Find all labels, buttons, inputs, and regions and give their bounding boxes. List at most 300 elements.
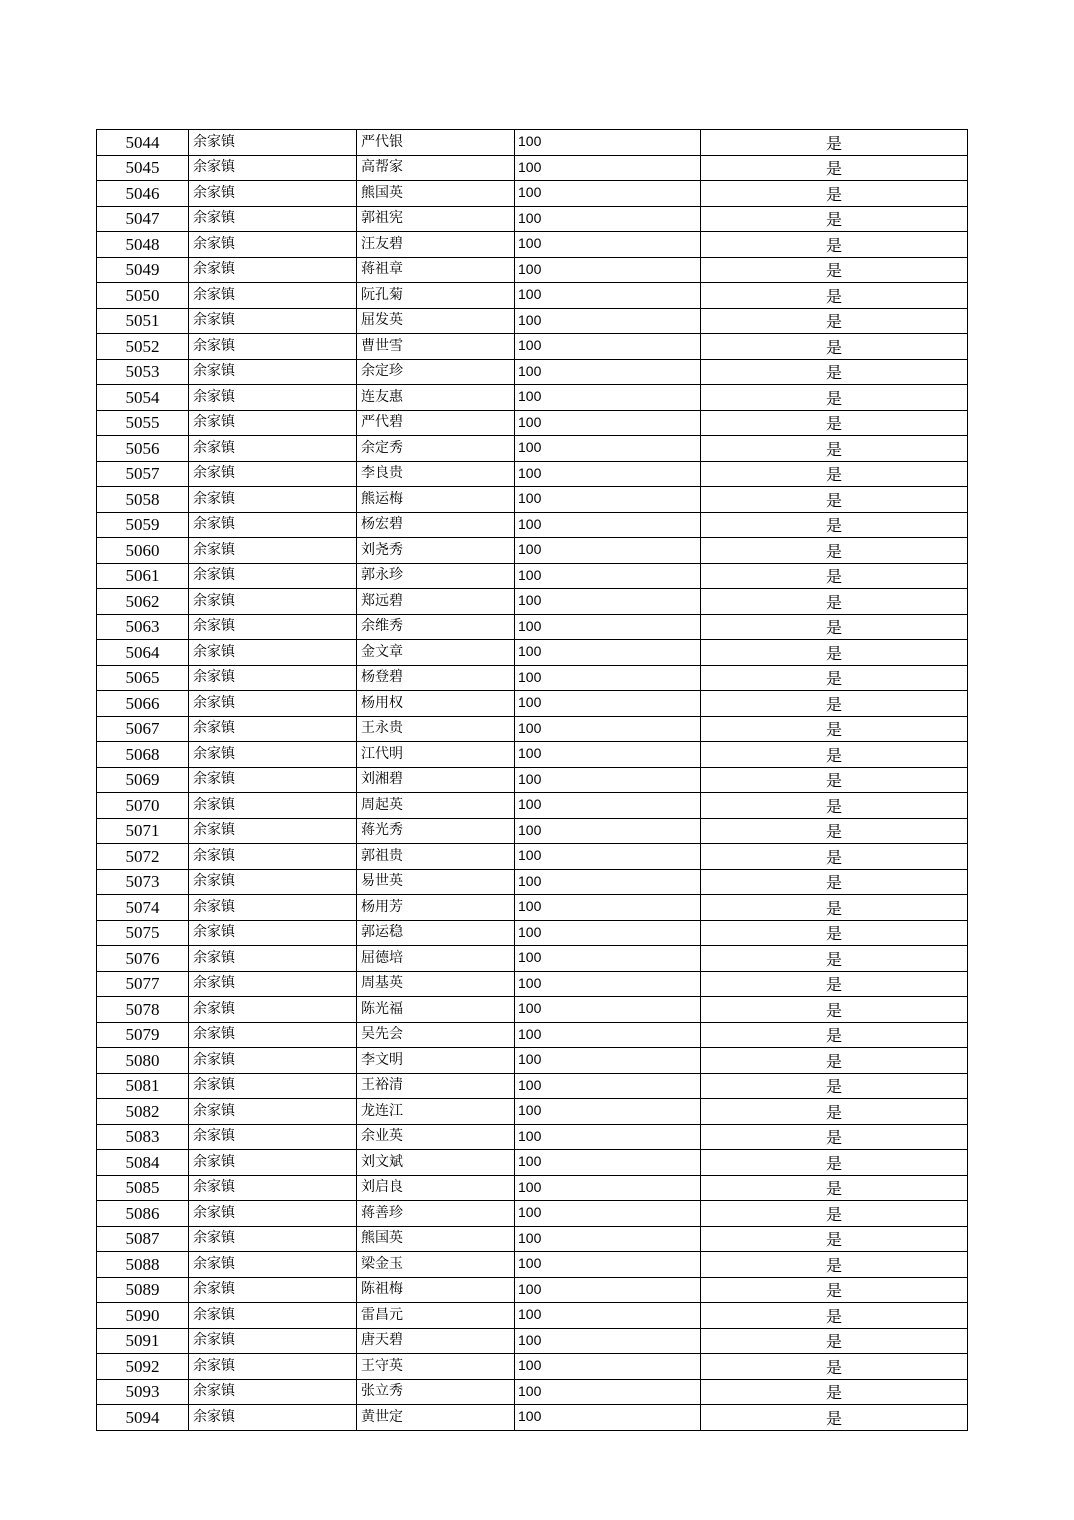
flag-cell: 是 (701, 1354, 968, 1380)
amount-cell: 100 (515, 487, 701, 513)
row-number: 5089 (97, 1277, 189, 1303)
name-cell: 王永贵 (357, 716, 515, 742)
table-row (97, 487, 968, 513)
flag-cell: 是 (701, 1328, 968, 1354)
name-cell: 周起英 (357, 793, 515, 819)
name-cell: 杨登碧 (357, 665, 515, 691)
town-cell: 余家镇 (189, 997, 357, 1023)
name-cell: 杨用权 (357, 691, 515, 717)
row-number: 5056 (97, 436, 189, 462)
flag-cell: 是 (701, 895, 968, 921)
amount-cell: 100 (515, 1277, 701, 1303)
amount-cell: 100 (515, 257, 701, 283)
town-cell: 余家镇 (189, 1022, 357, 1048)
row-number: 5044 (97, 130, 189, 156)
amount-cell: 100 (515, 206, 701, 232)
flag-cell: 是 (701, 512, 968, 538)
flag-cell: 是 (701, 691, 968, 717)
row-number: 5092 (97, 1354, 189, 1380)
town-cell: 余家镇 (189, 691, 357, 717)
town-cell: 余家镇 (189, 793, 357, 819)
table-row (97, 410, 968, 436)
name-cell: 杨宏碧 (357, 512, 515, 538)
row-number: 5060 (97, 538, 189, 564)
amount-cell: 100 (515, 410, 701, 436)
row-number: 5077 (97, 971, 189, 997)
amount-cell: 100 (515, 767, 701, 793)
table-row (97, 385, 968, 411)
name-cell: 汪友碧 (357, 232, 515, 258)
flag-cell: 是 (701, 232, 968, 258)
flag-cell: 是 (701, 1099, 968, 1125)
amount-cell: 100 (515, 818, 701, 844)
table-row (97, 206, 968, 232)
town-cell: 余家镇 (189, 971, 357, 997)
amount-cell: 100 (515, 589, 701, 615)
name-cell: 江代明 (357, 742, 515, 768)
table-row (97, 869, 968, 895)
name-cell: 严代碧 (357, 410, 515, 436)
flag-cell: 是 (701, 410, 968, 436)
town-cell: 余家镇 (189, 946, 357, 972)
table-row (97, 308, 968, 334)
amount-cell: 100 (515, 283, 701, 309)
table-body (97, 130, 968, 1431)
row-number: 5090 (97, 1303, 189, 1329)
town-cell: 余家镇 (189, 920, 357, 946)
town-cell: 余家镇 (189, 359, 357, 385)
flag-cell: 是 (701, 1405, 968, 1431)
amount-cell: 100 (515, 971, 701, 997)
table-row (97, 1303, 968, 1329)
amount-cell: 100 (515, 614, 701, 640)
amount-cell: 100 (515, 359, 701, 385)
town-cell: 余家镇 (189, 257, 357, 283)
amount-cell: 100 (515, 1048, 701, 1074)
amount-cell: 100 (515, 716, 701, 742)
amount-cell: 100 (515, 1405, 701, 1431)
amount-cell: 100 (515, 385, 701, 411)
row-number: 5064 (97, 640, 189, 666)
amount-cell: 100 (515, 1022, 701, 1048)
town-cell: 余家镇 (189, 665, 357, 691)
table-row (97, 232, 968, 258)
amount-cell: 100 (515, 895, 701, 921)
amount-cell: 100 (515, 665, 701, 691)
table-row (97, 997, 968, 1023)
amount-cell: 100 (515, 308, 701, 334)
table-row (97, 1277, 968, 1303)
amount-cell: 100 (515, 1124, 701, 1150)
data-table (96, 129, 968, 1431)
town-cell: 余家镇 (189, 589, 357, 615)
name-cell: 余定秀 (357, 436, 515, 462)
row-number: 5068 (97, 742, 189, 768)
town-cell: 余家镇 (189, 1226, 357, 1252)
row-number: 5045 (97, 155, 189, 181)
row-number: 5057 (97, 461, 189, 487)
town-cell: 余家镇 (189, 283, 357, 309)
name-cell: 蒋善珍 (357, 1201, 515, 1227)
name-cell: 李文明 (357, 1048, 515, 1074)
amount-cell: 100 (515, 869, 701, 895)
table-row (97, 1150, 968, 1176)
table-row (97, 334, 968, 360)
row-number: 5048 (97, 232, 189, 258)
table-row (97, 1124, 968, 1150)
table-row (97, 1354, 968, 1380)
name-cell: 屈发英 (357, 308, 515, 334)
table-row (97, 665, 968, 691)
town-cell: 余家镇 (189, 1099, 357, 1125)
table-row (97, 130, 968, 156)
table-row (97, 716, 968, 742)
row-number: 5071 (97, 818, 189, 844)
town-cell: 余家镇 (189, 1252, 357, 1278)
amount-cell: 100 (515, 512, 701, 538)
table-row (97, 155, 968, 181)
row-number: 5065 (97, 665, 189, 691)
flag-cell: 是 (701, 1048, 968, 1074)
table-row (97, 767, 968, 793)
name-cell: 阮孔菊 (357, 283, 515, 309)
flag-cell: 是 (701, 257, 968, 283)
row-number: 5073 (97, 869, 189, 895)
name-cell: 龙连江 (357, 1099, 515, 1125)
row-number: 5067 (97, 716, 189, 742)
flag-cell: 是 (701, 589, 968, 615)
row-number: 5063 (97, 614, 189, 640)
flag-cell: 是 (701, 461, 968, 487)
town-cell: 余家镇 (189, 1277, 357, 1303)
flag-cell: 是 (701, 946, 968, 972)
name-cell: 高帮家 (357, 155, 515, 181)
amount-cell: 100 (515, 793, 701, 819)
flag-cell: 是 (701, 1226, 968, 1252)
amount-cell: 100 (515, 1150, 701, 1176)
name-cell: 熊国英 (357, 1226, 515, 1252)
amount-cell: 100 (515, 181, 701, 207)
name-cell: 余业英 (357, 1124, 515, 1150)
row-number: 5061 (97, 563, 189, 589)
row-number: 5075 (97, 920, 189, 946)
town-cell: 余家镇 (189, 1124, 357, 1150)
row-number: 5094 (97, 1405, 189, 1431)
table-row (97, 436, 968, 462)
name-cell: 梁金玉 (357, 1252, 515, 1278)
flag-cell: 是 (701, 971, 968, 997)
row-number: 5083 (97, 1124, 189, 1150)
town-cell: 余家镇 (189, 818, 357, 844)
table-row (97, 589, 968, 615)
name-cell: 刘文斌 (357, 1150, 515, 1176)
row-number: 5070 (97, 793, 189, 819)
town-cell: 余家镇 (189, 1303, 357, 1329)
amount-cell: 100 (515, 1073, 701, 1099)
flag-cell: 是 (701, 793, 968, 819)
row-number: 5088 (97, 1252, 189, 1278)
name-cell: 郭永珍 (357, 563, 515, 589)
flag-cell: 是 (701, 181, 968, 207)
town-cell: 余家镇 (189, 308, 357, 334)
flag-cell: 是 (701, 1303, 968, 1329)
name-cell: 雷昌元 (357, 1303, 515, 1329)
table-row (97, 1022, 968, 1048)
town-cell: 余家镇 (189, 563, 357, 589)
name-cell: 熊国英 (357, 181, 515, 207)
table-row (97, 1405, 968, 1431)
table-row (97, 971, 968, 997)
row-number: 5059 (97, 512, 189, 538)
flag-cell: 是 (701, 997, 968, 1023)
row-number: 5046 (97, 181, 189, 207)
row-number: 5079 (97, 1022, 189, 1048)
flag-cell: 是 (701, 1022, 968, 1048)
row-number: 5054 (97, 385, 189, 411)
table-row (97, 640, 968, 666)
name-cell: 李良贵 (357, 461, 515, 487)
amount-cell: 100 (515, 232, 701, 258)
table-row (97, 461, 968, 487)
name-cell: 王守英 (357, 1354, 515, 1380)
name-cell: 吴先会 (357, 1022, 515, 1048)
row-number: 5087 (97, 1226, 189, 1252)
table-row (97, 818, 968, 844)
flag-cell: 是 (701, 614, 968, 640)
amount-cell: 100 (515, 946, 701, 972)
town-cell: 余家镇 (189, 1354, 357, 1380)
name-cell: 郭祖宪 (357, 206, 515, 232)
town-cell: 余家镇 (189, 206, 357, 232)
amount-cell: 100 (515, 844, 701, 870)
amount-cell: 100 (515, 461, 701, 487)
name-cell: 熊运梅 (357, 487, 515, 513)
town-cell: 余家镇 (189, 232, 357, 258)
flag-cell: 是 (701, 920, 968, 946)
name-cell: 余定珍 (357, 359, 515, 385)
table-row (97, 844, 968, 870)
amount-cell: 100 (515, 1252, 701, 1278)
amount-cell: 100 (515, 334, 701, 360)
table-row (97, 793, 968, 819)
town-cell: 余家镇 (189, 1328, 357, 1354)
row-number: 5085 (97, 1175, 189, 1201)
name-cell: 周基英 (357, 971, 515, 997)
amount-cell: 100 (515, 130, 701, 156)
town-cell: 余家镇 (189, 1150, 357, 1176)
town-cell: 余家镇 (189, 640, 357, 666)
name-cell: 郭祖贵 (357, 844, 515, 870)
row-number: 5052 (97, 334, 189, 360)
flag-cell: 是 (701, 385, 968, 411)
name-cell: 陈光福 (357, 997, 515, 1023)
town-cell: 余家镇 (189, 130, 357, 156)
flag-cell: 是 (701, 283, 968, 309)
flag-cell: 是 (701, 436, 968, 462)
table-row (97, 283, 968, 309)
table-row (97, 181, 968, 207)
row-number: 5047 (97, 206, 189, 232)
amount-cell: 100 (515, 436, 701, 462)
flag-cell: 是 (701, 767, 968, 793)
table-row (97, 1201, 968, 1227)
flag-cell: 是 (701, 1124, 968, 1150)
table-row (97, 1226, 968, 1252)
amount-cell: 100 (515, 563, 701, 589)
flag-cell: 是 (701, 1201, 968, 1227)
name-cell: 唐天碧 (357, 1328, 515, 1354)
name-cell: 王裕清 (357, 1073, 515, 1099)
table-row (97, 359, 968, 385)
amount-cell: 100 (515, 155, 701, 181)
town-cell: 余家镇 (189, 461, 357, 487)
name-cell: 严代银 (357, 130, 515, 156)
flag-cell: 是 (701, 716, 968, 742)
amount-cell: 100 (515, 1175, 701, 1201)
table-row (97, 691, 968, 717)
amount-cell: 100 (515, 1099, 701, 1125)
table-row (97, 742, 968, 768)
flag-cell: 是 (701, 206, 968, 232)
flag-cell: 是 (701, 1252, 968, 1278)
table-row (97, 538, 968, 564)
name-cell: 陈祖梅 (357, 1277, 515, 1303)
flag-cell: 是 (701, 640, 968, 666)
town-cell: 余家镇 (189, 334, 357, 360)
row-number: 5091 (97, 1328, 189, 1354)
town-cell: 余家镇 (189, 716, 357, 742)
row-number: 5093 (97, 1379, 189, 1405)
name-cell: 刘启良 (357, 1175, 515, 1201)
town-cell: 余家镇 (189, 385, 357, 411)
flag-cell: 是 (701, 308, 968, 334)
name-cell: 杨用芳 (357, 895, 515, 921)
row-number: 5051 (97, 308, 189, 334)
flag-cell: 是 (701, 130, 968, 156)
flag-cell: 是 (701, 665, 968, 691)
amount-cell: 100 (515, 920, 701, 946)
town-cell: 余家镇 (189, 869, 357, 895)
name-cell: 连友惠 (357, 385, 515, 411)
flag-cell: 是 (701, 359, 968, 385)
flag-cell: 是 (701, 155, 968, 181)
amount-cell: 100 (515, 1328, 701, 1354)
town-cell: 余家镇 (189, 1175, 357, 1201)
amount-cell: 100 (515, 742, 701, 768)
flag-cell: 是 (701, 1175, 968, 1201)
town-cell: 余家镇 (189, 1405, 357, 1431)
flag-cell: 是 (701, 334, 968, 360)
amount-cell: 100 (515, 1201, 701, 1227)
flag-cell: 是 (701, 818, 968, 844)
row-number: 5053 (97, 359, 189, 385)
amount-cell: 100 (515, 538, 701, 564)
flag-cell: 是 (701, 487, 968, 513)
flag-cell: 是 (701, 1073, 968, 1099)
table-row (97, 895, 968, 921)
town-cell: 余家镇 (189, 614, 357, 640)
table-row (97, 1048, 968, 1074)
table-row (97, 1379, 968, 1405)
row-number: 5081 (97, 1073, 189, 1099)
town-cell: 余家镇 (189, 895, 357, 921)
amount-cell: 100 (515, 997, 701, 1023)
table-row (97, 946, 968, 972)
table-row (97, 920, 968, 946)
name-cell: 屈德培 (357, 946, 515, 972)
flag-cell: 是 (701, 869, 968, 895)
amount-cell: 100 (515, 1303, 701, 1329)
row-number: 5086 (97, 1201, 189, 1227)
town-cell: 余家镇 (189, 742, 357, 768)
name-cell: 蒋光秀 (357, 818, 515, 844)
row-number: 5066 (97, 691, 189, 717)
table-row (97, 1073, 968, 1099)
town-cell: 余家镇 (189, 1201, 357, 1227)
table-row (97, 563, 968, 589)
row-number: 5069 (97, 767, 189, 793)
town-cell: 余家镇 (189, 538, 357, 564)
flag-cell: 是 (701, 563, 968, 589)
name-cell: 易世英 (357, 869, 515, 895)
flag-cell: 是 (701, 1150, 968, 1176)
row-number: 5058 (97, 487, 189, 513)
amount-cell: 100 (515, 1354, 701, 1380)
amount-cell: 100 (515, 640, 701, 666)
table-row (97, 1099, 968, 1125)
town-cell: 余家镇 (189, 155, 357, 181)
town-cell: 余家镇 (189, 1048, 357, 1074)
table-row (97, 1252, 968, 1278)
amount-cell: 100 (515, 691, 701, 717)
row-number: 5049 (97, 257, 189, 283)
name-cell: 蒋祖章 (357, 257, 515, 283)
row-number: 5055 (97, 410, 189, 436)
amount-cell: 100 (515, 1226, 701, 1252)
table-row (97, 614, 968, 640)
flag-cell: 是 (701, 538, 968, 564)
town-cell: 余家镇 (189, 1073, 357, 1099)
town-cell: 余家镇 (189, 181, 357, 207)
town-cell: 余家镇 (189, 436, 357, 462)
table-row (97, 1328, 968, 1354)
row-number: 5074 (97, 895, 189, 921)
row-number: 5078 (97, 997, 189, 1023)
town-cell: 余家镇 (189, 512, 357, 538)
town-cell: 余家镇 (189, 410, 357, 436)
name-cell: 刘湘碧 (357, 767, 515, 793)
row-number: 5072 (97, 844, 189, 870)
amount-cell: 100 (515, 1379, 701, 1405)
flag-cell: 是 (701, 1379, 968, 1405)
name-cell: 曹世雪 (357, 334, 515, 360)
table-row (97, 1175, 968, 1201)
town-cell: 余家镇 (189, 487, 357, 513)
row-number: 5080 (97, 1048, 189, 1074)
flag-cell: 是 (701, 844, 968, 870)
name-cell: 郑远碧 (357, 589, 515, 615)
row-number: 5076 (97, 946, 189, 972)
name-cell: 郭运稳 (357, 920, 515, 946)
name-cell: 余维秀 (357, 614, 515, 640)
table-row (97, 512, 968, 538)
row-number: 5084 (97, 1150, 189, 1176)
town-cell: 余家镇 (189, 1379, 357, 1405)
row-number: 5062 (97, 589, 189, 615)
row-number: 5050 (97, 283, 189, 309)
row-number: 5082 (97, 1099, 189, 1125)
name-cell: 刘尧秀 (357, 538, 515, 564)
